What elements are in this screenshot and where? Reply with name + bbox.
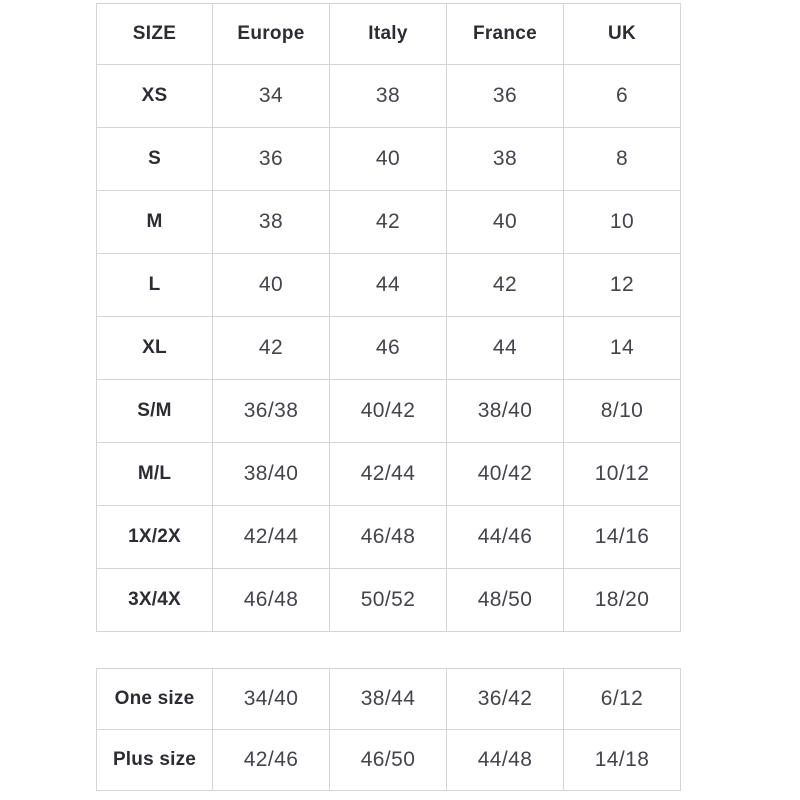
header-cell: Italy (330, 4, 447, 65)
size-value-cell: 42 (330, 191, 447, 254)
size-value-cell: 38 (330, 65, 447, 128)
size-value-cell: 48/50 (447, 569, 564, 632)
size-label-cell: M (97, 191, 213, 254)
size-label-cell: M/L (97, 443, 213, 506)
size-value-cell: 34/40 (213, 669, 330, 730)
size-value-cell: 14/16 (564, 506, 681, 569)
size-value-cell: 10 (564, 191, 681, 254)
size-value-cell: 44/48 (447, 730, 564, 791)
header-row (97, 4, 681, 65)
header-cell: Europe (213, 4, 330, 65)
size-value-cell: 8/10 (564, 380, 681, 443)
size-value-cell: 38 (213, 191, 330, 254)
size-value-cell: 36 (213, 128, 330, 191)
size-value-cell: 50/52 (330, 569, 447, 632)
size-value-cell: 42 (213, 317, 330, 380)
size-value-cell: 40 (447, 191, 564, 254)
size-value-cell: 40 (330, 128, 447, 191)
size-value-cell: 34 (213, 65, 330, 128)
table-row (97, 128, 681, 191)
size-value-cell: 38 (447, 128, 564, 191)
size-label-cell: XS (97, 65, 213, 128)
size-value-cell: 46 (330, 317, 447, 380)
size-table-header (97, 4, 681, 65)
size-value-cell: 6 (564, 65, 681, 128)
size-label-cell: XL (97, 317, 213, 380)
size-value-cell: 46/48 (330, 506, 447, 569)
table-row (97, 730, 681, 791)
size-label-cell: One size (97, 669, 213, 730)
size-value-cell: 46/48 (213, 569, 330, 632)
special-sizes-table (96, 668, 681, 791)
size-value-cell: 36/38 (213, 380, 330, 443)
table-row (97, 669, 681, 730)
size-value-cell: 42/44 (213, 506, 330, 569)
size-value-cell: 44 (447, 317, 564, 380)
size-value-cell: 36/42 (447, 669, 564, 730)
table-row (97, 569, 681, 632)
size-value-cell: 8 (564, 128, 681, 191)
size-value-cell: 42/44 (330, 443, 447, 506)
size-value-cell: 46/50 (330, 730, 447, 791)
size-value-cell: 44/46 (447, 506, 564, 569)
size-value-cell: 36 (447, 65, 564, 128)
size-value-cell: 40 (213, 254, 330, 317)
size-value-cell: 12 (564, 254, 681, 317)
size-value-cell: 6/12 (564, 669, 681, 730)
table-row (97, 317, 681, 380)
size-value-cell: 14 (564, 317, 681, 380)
size-table-body (97, 65, 681, 632)
size-value-cell: 40/42 (330, 380, 447, 443)
size-value-cell: 38/44 (330, 669, 447, 730)
header-cell: UK (564, 4, 681, 65)
size-label-cell: L (97, 254, 213, 317)
table-row (97, 506, 681, 569)
table-row (97, 191, 681, 254)
table-row (97, 254, 681, 317)
size-label-cell: Plus size (97, 730, 213, 791)
table-row (97, 443, 681, 506)
size-value-cell: 38/40 (213, 443, 330, 506)
special-sizes-body (97, 669, 681, 791)
size-label-cell: S (97, 128, 213, 191)
size-value-cell: 18/20 (564, 569, 681, 632)
size-value-cell: 10/12 (564, 443, 681, 506)
size-value-cell: 38/40 (447, 380, 564, 443)
table-row (97, 380, 681, 443)
size-conversion-tables (96, 3, 680, 791)
size-value-cell: 44 (330, 254, 447, 317)
size-label-cell: 1X/2X (97, 506, 213, 569)
tables-gap (96, 632, 680, 668)
header-cell: France (447, 4, 564, 65)
table-row (97, 65, 681, 128)
size-label-cell: S/M (97, 380, 213, 443)
header-cell: SIZE (97, 4, 213, 65)
size-value-cell: 42 (447, 254, 564, 317)
size-value-cell: 40/42 (447, 443, 564, 506)
size-label-cell: 3X/4X (97, 569, 213, 632)
size-value-cell: 42/46 (213, 730, 330, 791)
size-conversion-table (96, 3, 681, 632)
size-value-cell: 14/18 (564, 730, 681, 791)
